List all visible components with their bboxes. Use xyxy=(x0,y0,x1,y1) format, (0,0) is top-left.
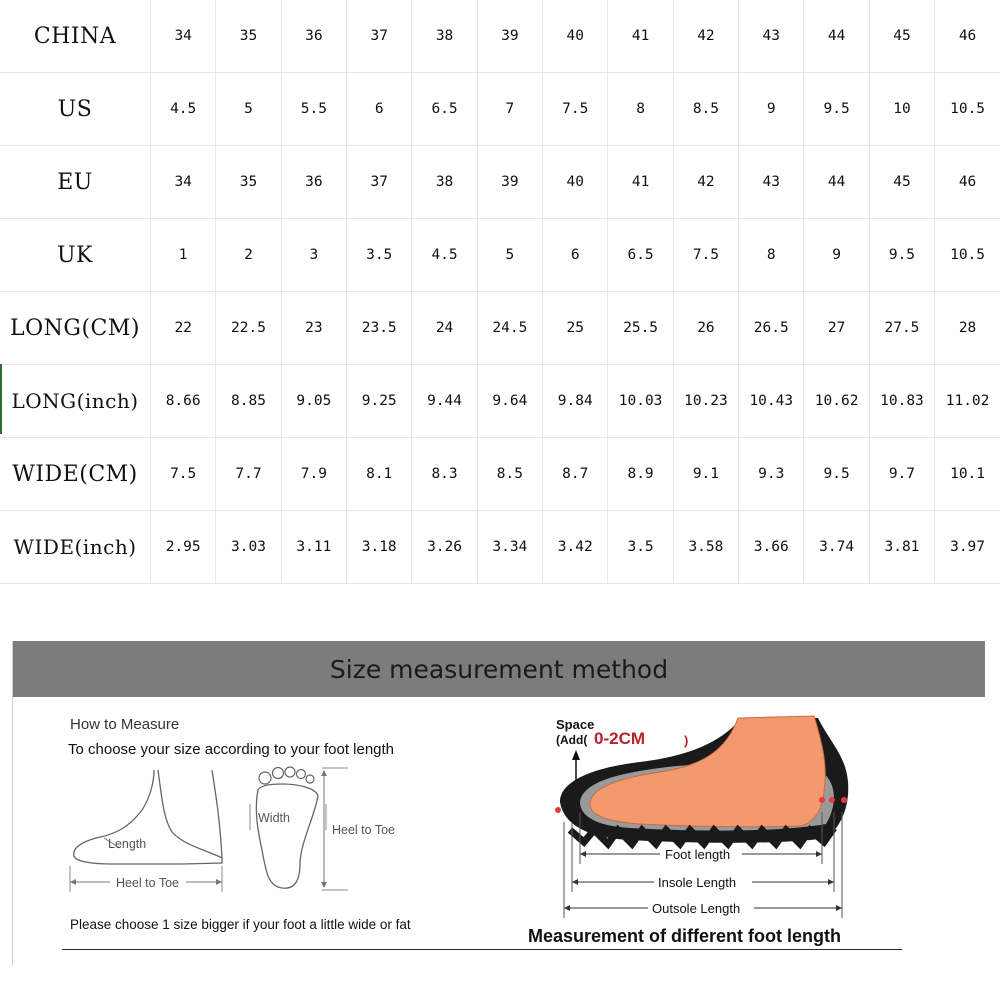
size-cell: 8.7 xyxy=(543,438,608,511)
size-cell: 22 xyxy=(151,292,216,365)
foot-length-label: Foot length xyxy=(665,847,731,862)
size-cell: 6 xyxy=(347,73,412,146)
size-cell: 9.1 xyxy=(673,438,738,511)
side-foot-icon xyxy=(74,770,222,864)
size-row xyxy=(0,292,1000,365)
width-label: Width xyxy=(258,811,290,825)
size-cell: 3.97 xyxy=(935,511,1000,584)
size-cell: 27.5 xyxy=(869,292,934,365)
size-row xyxy=(0,219,1000,292)
how-to-measure-subtitle: To choose your size according to your foot length xyxy=(68,741,395,758)
size-cell: 6 xyxy=(543,219,608,292)
foot-length-caption: Measurement of different foot length xyxy=(528,926,842,946)
size-cell: 9 xyxy=(739,73,804,146)
size-cell: 9 xyxy=(804,219,869,292)
size-cell: 8 xyxy=(739,219,804,292)
size-cell: 36 xyxy=(281,0,346,73)
size-cell: 24.5 xyxy=(477,292,542,365)
size-cell: 8.5 xyxy=(477,438,542,511)
size-cell: 38 xyxy=(412,146,477,219)
size-row xyxy=(0,511,1000,584)
size-row-label: UK xyxy=(0,219,151,292)
size-cell: 7.7 xyxy=(216,438,281,511)
size-cell: 7 xyxy=(477,73,542,146)
size-row-label: LONG(CM) xyxy=(0,292,151,365)
space-range-value: 0-2CM xyxy=(594,729,646,748)
size-cell: 10 xyxy=(869,73,934,146)
size-cell: 7.5 xyxy=(543,73,608,146)
size-cell: 7.5 xyxy=(673,219,738,292)
size-cell: 3.42 xyxy=(543,511,608,584)
panel-title: Size measurement method xyxy=(329,655,669,684)
size-row-label: WIDE(CM) xyxy=(0,438,151,511)
size-cell: 37 xyxy=(347,146,412,219)
foot-measure-diagram xyxy=(62,760,422,900)
size-cell: 5 xyxy=(477,219,542,292)
size-cell: 39 xyxy=(477,146,542,219)
size-cell: 3.26 xyxy=(412,511,477,584)
size-cell: 3.5 xyxy=(347,219,412,292)
size-row-label: US xyxy=(0,73,151,146)
size-cell: 40 xyxy=(543,0,608,73)
size-cell: 25.5 xyxy=(608,292,673,365)
size-cell: 6.5 xyxy=(608,219,673,292)
size-cell: 35 xyxy=(216,0,281,73)
size-cell: 5 xyxy=(216,73,281,146)
size-cell: 40 xyxy=(543,146,608,219)
size-cell: 4.5 xyxy=(412,219,477,292)
size-row-label: EU xyxy=(0,146,151,219)
size-cell: 9.7 xyxy=(869,438,934,511)
size-cell: 22.5 xyxy=(216,292,281,365)
size-cell: 26.5 xyxy=(739,292,804,365)
size-cell: 8.85 xyxy=(216,365,281,438)
space-close-paren: ) xyxy=(684,733,689,748)
size-cell: 9.44 xyxy=(412,365,477,438)
size-cell: 26 xyxy=(673,292,738,365)
size-cell: 3 xyxy=(281,219,346,292)
size-row xyxy=(0,365,1000,438)
footprint-icon xyxy=(256,784,318,888)
size-cell: 41 xyxy=(608,0,673,73)
size-cell: 4.5 xyxy=(151,73,216,146)
size-cell: 3.18 xyxy=(347,511,412,584)
size-cell: 44 xyxy=(804,146,869,219)
size-row-label: CHINA xyxy=(0,0,151,73)
size-cell: 7.5 xyxy=(151,438,216,511)
size-advice-note: Please choose 1 size bigger if your foot a little wide or fat xyxy=(70,917,411,932)
size-cell: 3.74 xyxy=(804,511,869,584)
size-row xyxy=(0,438,1000,511)
size-cell: 35 xyxy=(216,146,281,219)
size-cell: 36 xyxy=(281,146,346,219)
size-cell: 11.02 xyxy=(935,365,1000,438)
size-cell: 6.5 xyxy=(412,73,477,146)
size-cell: 8 xyxy=(608,73,673,146)
size-cell: 27 xyxy=(804,292,869,365)
size-cell: 10.83 xyxy=(869,365,934,438)
size-cell: 45 xyxy=(869,0,934,73)
heel-to-toe-bottom-label: Heel to Toe xyxy=(116,876,180,890)
size-cell: 8.5 xyxy=(673,73,738,146)
size-row xyxy=(0,73,1000,146)
left-edge-marker xyxy=(0,364,2,434)
size-cell: 42 xyxy=(673,146,738,219)
size-cell: 10.1 xyxy=(935,438,1000,511)
size-cell: 37 xyxy=(347,0,412,73)
up-arrow-icon xyxy=(572,750,580,760)
size-cell: 9.05 xyxy=(281,365,346,438)
size-cell: 1 xyxy=(151,219,216,292)
size-cell: 9.5 xyxy=(869,219,934,292)
insole-length-label: Insole Length xyxy=(658,875,737,890)
caption-divider xyxy=(62,949,902,950)
size-cell: 7.9 xyxy=(281,438,346,511)
size-cell: 8.9 xyxy=(608,438,673,511)
size-cell: 10.43 xyxy=(739,365,804,438)
size-cell: 44 xyxy=(804,0,869,73)
size-cell: 3.5 xyxy=(608,511,673,584)
size-cell: 10.5 xyxy=(935,73,1000,146)
size-cell: 2 xyxy=(216,219,281,292)
size-row xyxy=(0,0,1000,73)
size-row xyxy=(0,146,1000,219)
size-cell: 46 xyxy=(935,0,1000,73)
how-to-measure-title: How to Measure xyxy=(70,716,180,733)
size-cell: 3.81 xyxy=(869,511,934,584)
size-cell: 2.95 xyxy=(151,511,216,584)
size-cell: 42 xyxy=(673,0,738,73)
size-cell: 28 xyxy=(935,292,1000,365)
size-cell: 41 xyxy=(608,146,673,219)
space-label: Space xyxy=(556,717,595,732)
size-cell: 39 xyxy=(477,0,542,73)
size-cell: 23.5 xyxy=(347,292,412,365)
space-add-label: (Add( xyxy=(556,733,588,747)
size-cell: 43 xyxy=(739,146,804,219)
size-cell: 23 xyxy=(281,292,346,365)
size-cell: 10.62 xyxy=(804,365,869,438)
size-cell: 38 xyxy=(412,0,477,73)
size-cell: 5.5 xyxy=(281,73,346,146)
size-cell: 24 xyxy=(412,292,477,365)
length-label: Length xyxy=(108,837,147,851)
outsole-length-label: Outsole Length xyxy=(652,901,741,916)
size-cell: 10.5 xyxy=(935,219,1000,292)
size-cell: 43 xyxy=(739,0,804,73)
size-row-label: WIDE(inch) xyxy=(0,511,151,584)
size-row-label: LONG(inch) xyxy=(0,365,151,438)
size-cell: 34 xyxy=(151,146,216,219)
size-cell: 3.03 xyxy=(216,511,281,584)
size-cell: 9.84 xyxy=(543,365,608,438)
size-cell: 3.34 xyxy=(477,511,542,584)
shoe-length-diagram xyxy=(550,712,900,922)
size-cell: 46 xyxy=(935,146,1000,219)
heel-to-toe-side-label: Heel to Toe xyxy=(332,823,396,837)
size-cell: 34 xyxy=(151,0,216,73)
size-cell: 8.66 xyxy=(151,365,216,438)
size-cell: 9.5 xyxy=(804,73,869,146)
size-cell: 3.58 xyxy=(673,511,738,584)
size-cell: 25 xyxy=(543,292,608,365)
size-cell: 9.5 xyxy=(804,438,869,511)
size-cell: 10.03 xyxy=(608,365,673,438)
size-cell: 9.64 xyxy=(477,365,542,438)
size-cell: 3.11 xyxy=(281,511,346,584)
size-cell: 10.23 xyxy=(673,365,738,438)
size-cell: 9.3 xyxy=(739,438,804,511)
size-cell: 8.1 xyxy=(347,438,412,511)
size-cell: 45 xyxy=(869,146,934,219)
size-cell: 9.25 xyxy=(347,365,412,438)
size-cell: 3.66 xyxy=(739,511,804,584)
size-cell: 8.3 xyxy=(412,438,477,511)
